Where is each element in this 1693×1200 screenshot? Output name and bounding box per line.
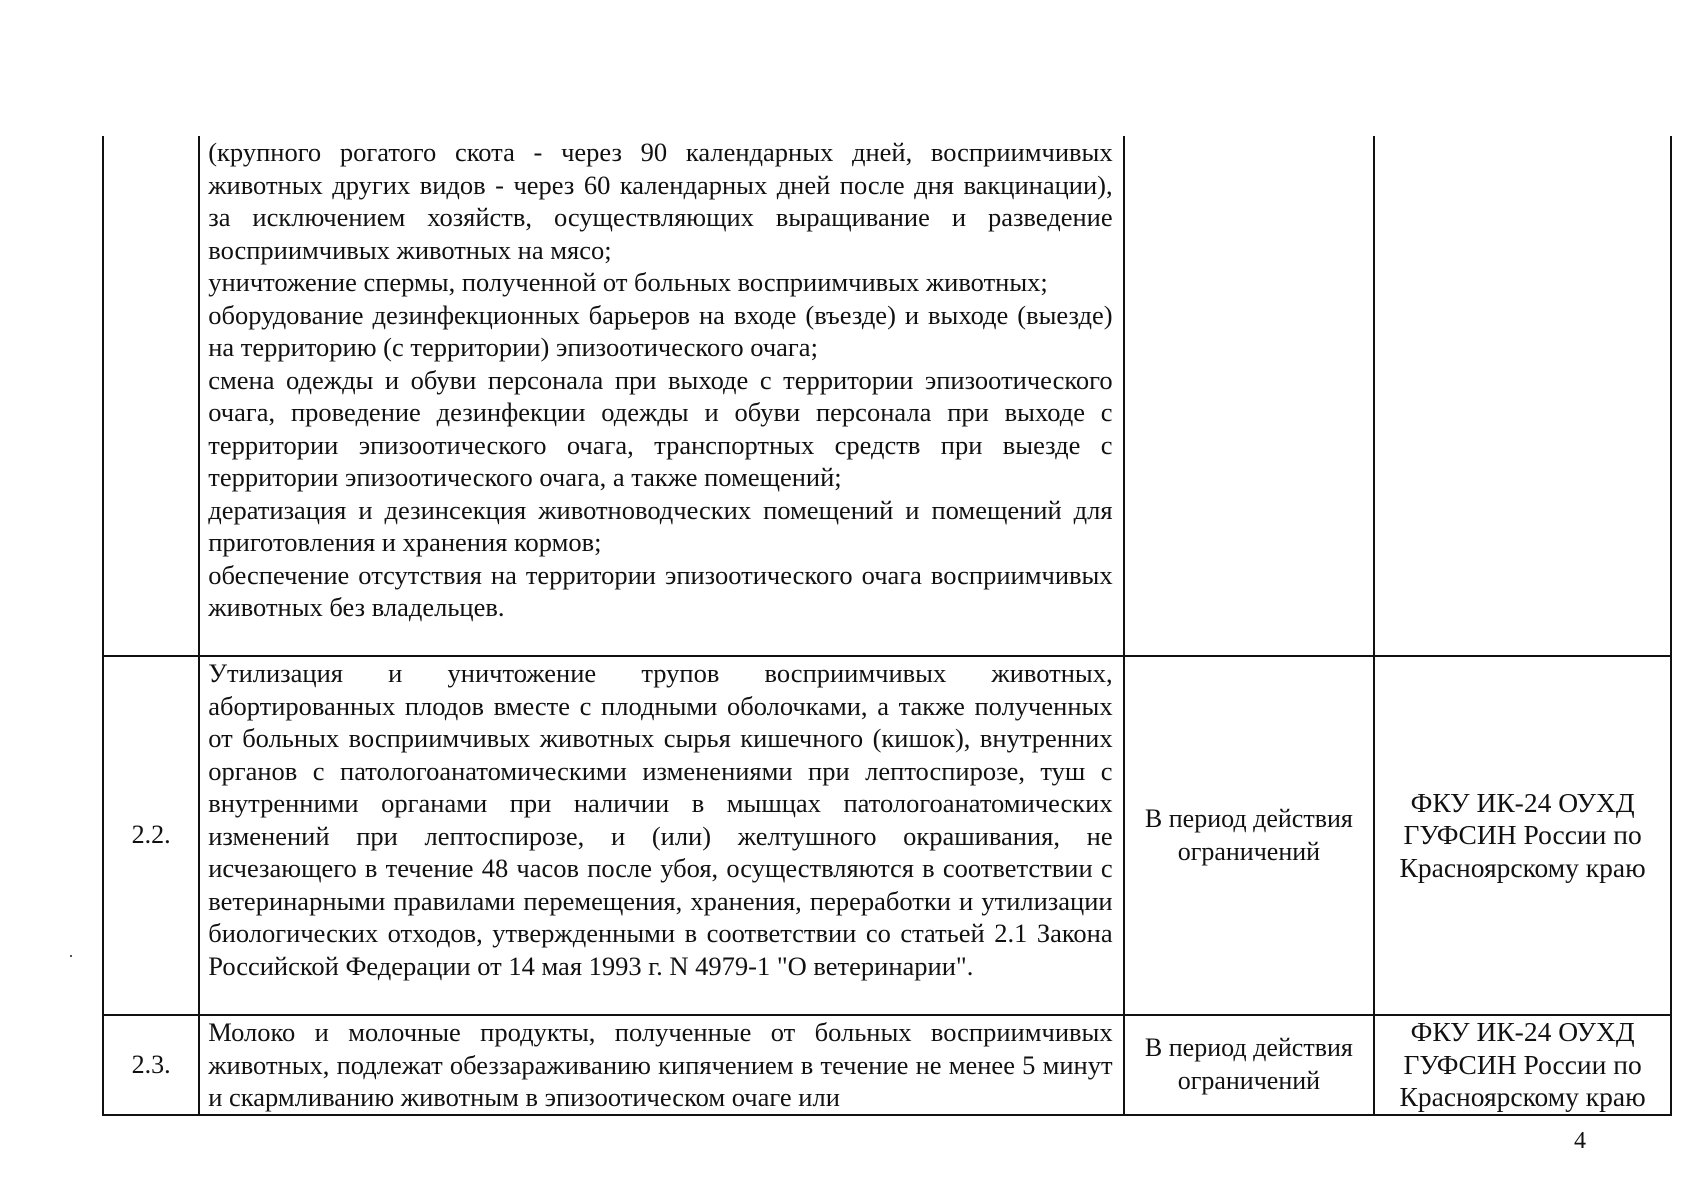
page-number: 4 [1574, 1128, 1586, 1154]
measure-paragraph: (крупного рогатого скота - через 90 календарных дней, восприимчивых животных других видов - через 60 календарных дней после дня вакцинации), за исключением хозяйств, осуществляющих выращивание и разведение восприимчивых животных на мясо; [208, 137, 1113, 265]
table-row [103, 656, 1671, 1015]
table-row [103, 136, 1671, 656]
responsible-cell: ФКУ ИК-24 ОУХД ГУФСИН России по Красноярскому краю [1374, 1015, 1671, 1115]
measures-table [102, 136, 1672, 1116]
row-number: 2.2. [103, 656, 199, 1015]
period-cell: В период действия ограничений [1124, 656, 1375, 1015]
measure-paragraph: Молоко и молочные продукты, полученные от больных восприимчивых животных, подлежат обеззараживанию кипячением в течение не менее 5 минут и скармливанию животным в эпизоотическом очаге или [208, 1017, 1113, 1112]
row-number: 2.3. [103, 1015, 199, 1115]
responsible-cell: ФКУ ИК-24 ОУХД ГУФСИН России по Красноярскому краю [1374, 656, 1671, 1015]
row-number [103, 136, 199, 656]
measure-description [199, 136, 1123, 656]
measure-paragraph: смена одежды и обуви персонала при выходе с территории эпизоотического очага, проведение дезинфекции одежды и обуви персонала при выходе с территории эпизоотического очага, транспортных средств при выезде с территории эпизоотического очага, а также помещений; [208, 364, 1113, 492]
scan-speck [70, 955, 72, 957]
table-row [103, 1015, 1671, 1115]
measure-paragraph: обеспечение отсутствия на территории эпизоотического очага восприимчивых животных без владельцев. [208, 559, 1113, 622]
measure-description [199, 656, 1123, 1015]
measure-paragraph: уничтожение спермы, полученной от больных восприимчивых животных; [208, 267, 1048, 297]
measure-paragraph: Утилизация и уничтожение трупов восприимчивых животных, абортированных плодов вместе с плодными оболочками, а также полученных от больных восприимчивых животных сырья кишечного (кишок), внутренних органов с патологоанатомическими изменениями при лептоспирозе, туш с внутренними органами при наличии в мышцах патологоанатомических изменений при лептоспирозе, и (или) желтушного окрашивания, не исчезающего в течение 48 часов после убоя, осуществляются в соответствии с ветеринарными правилами перемещения, хранения, переработки и утилизации биологических отходов, утвержденными в соответствии со статьей 2.1 Закона Российской Федерации от 14 мая 1993 г. N 4979-1 "О ветеринарии". [208, 658, 1113, 981]
measure-paragraph: дератизация и дезинсекция животноводческих помещений и помещений для приготовления и хранения кормов; [208, 494, 1113, 557]
responsible-cell [1374, 136, 1671, 656]
measure-text-clip [208, 1016, 1112, 1113]
measure-description [199, 1015, 1123, 1115]
period-cell [1124, 136, 1375, 656]
measure-paragraph: оборудование дезинфекционных барьеров на входе (въезде) и выходе (выезде) на территорию (с территории) эпизоотического очага; [208, 299, 1113, 362]
period-cell: В период действия ограничений [1124, 1015, 1375, 1115]
